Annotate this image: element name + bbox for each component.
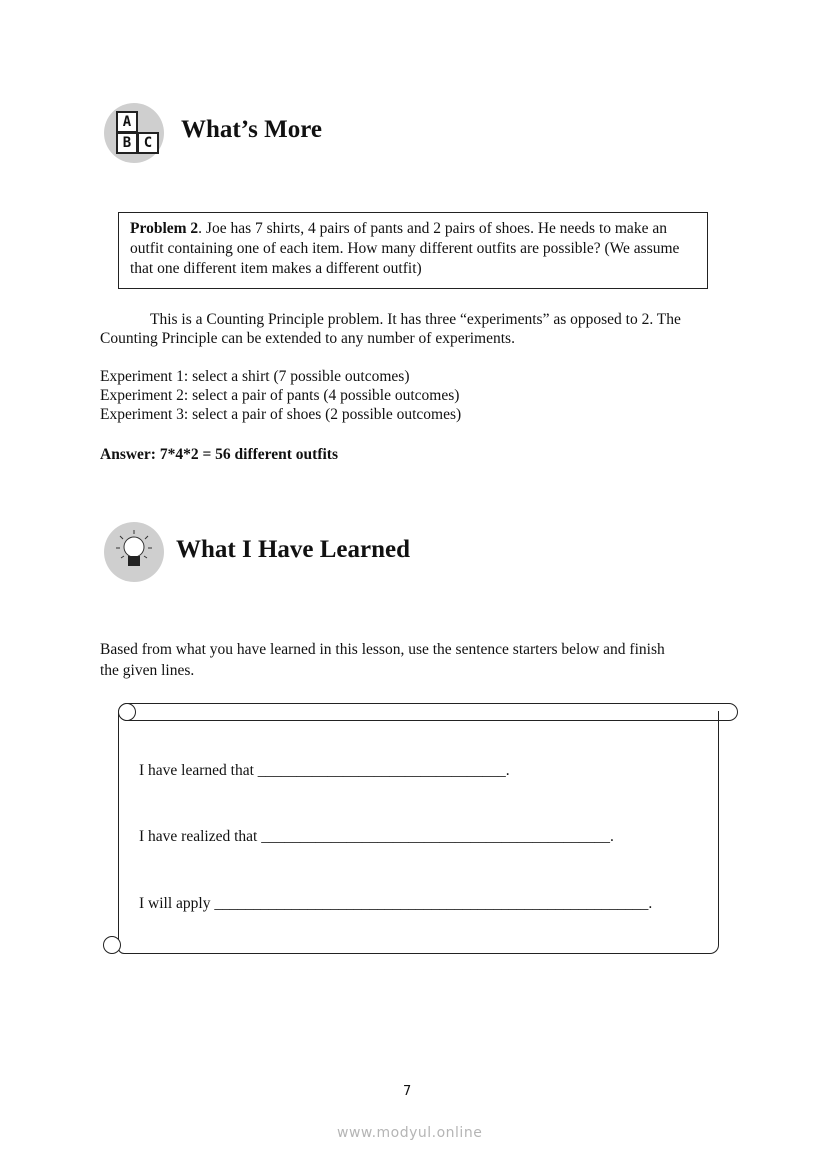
experiment-3: Experiment 3: select a pair of shoes (2 possible outcomes) xyxy=(100,406,462,423)
answer: Answer: 7*4*2 = 56 different outfits xyxy=(100,446,339,463)
scroll-top-roll xyxy=(118,703,738,721)
section-title-what-i-have-learned: What I Have Learned xyxy=(176,536,411,563)
instructions-line-1: Based from what you have learned in this lesson, use the sentence starters below and finish xyxy=(100,641,665,658)
problem-label: Problem 2 xyxy=(130,220,199,237)
abc-blocks-icon xyxy=(104,103,164,163)
block-b: B xyxy=(116,132,138,154)
experiment-2: Experiment 2: select a pair of pants (4 possible outcomes) xyxy=(100,387,460,404)
instructions-line-2: the given lines. xyxy=(100,662,195,679)
scroll-curl-top xyxy=(118,703,136,721)
watermark: www.modyul.online xyxy=(337,1125,483,1141)
page-number: 7 xyxy=(403,1084,412,1099)
starter-learned[interactable]: I have learned that ________________________________. xyxy=(139,762,510,779)
starter-apply[interactable]: I will apply ________________________________________________________. xyxy=(139,895,653,912)
problem-box xyxy=(118,212,708,289)
block-c: C xyxy=(137,132,159,154)
scroll-curl-bottom xyxy=(103,936,121,954)
starter-realized[interactable]: I have realized that _____________________________________________. xyxy=(139,828,614,845)
section-title-whats-more: What’s More xyxy=(181,116,322,143)
problem-text: . Joe has 7 shirts, 4 pairs of pants and 2 pairs of shoes. He needs to make an outfit containing one of each item. How many different outfits are possible? (We assume that one different item makes a different outfit) xyxy=(130,220,680,277)
lightbulb-icon xyxy=(104,522,164,582)
explanation-line-2: Counting Principle can be extended to any number of experiments. xyxy=(100,330,515,347)
block-a: A xyxy=(116,111,138,133)
explanation-line-1: This is a Counting Principle problem. It has three “experiments” as opposed to 2. The xyxy=(150,311,681,328)
experiment-1: Experiment 1: select a shirt (7 possible outcomes) xyxy=(100,368,410,385)
